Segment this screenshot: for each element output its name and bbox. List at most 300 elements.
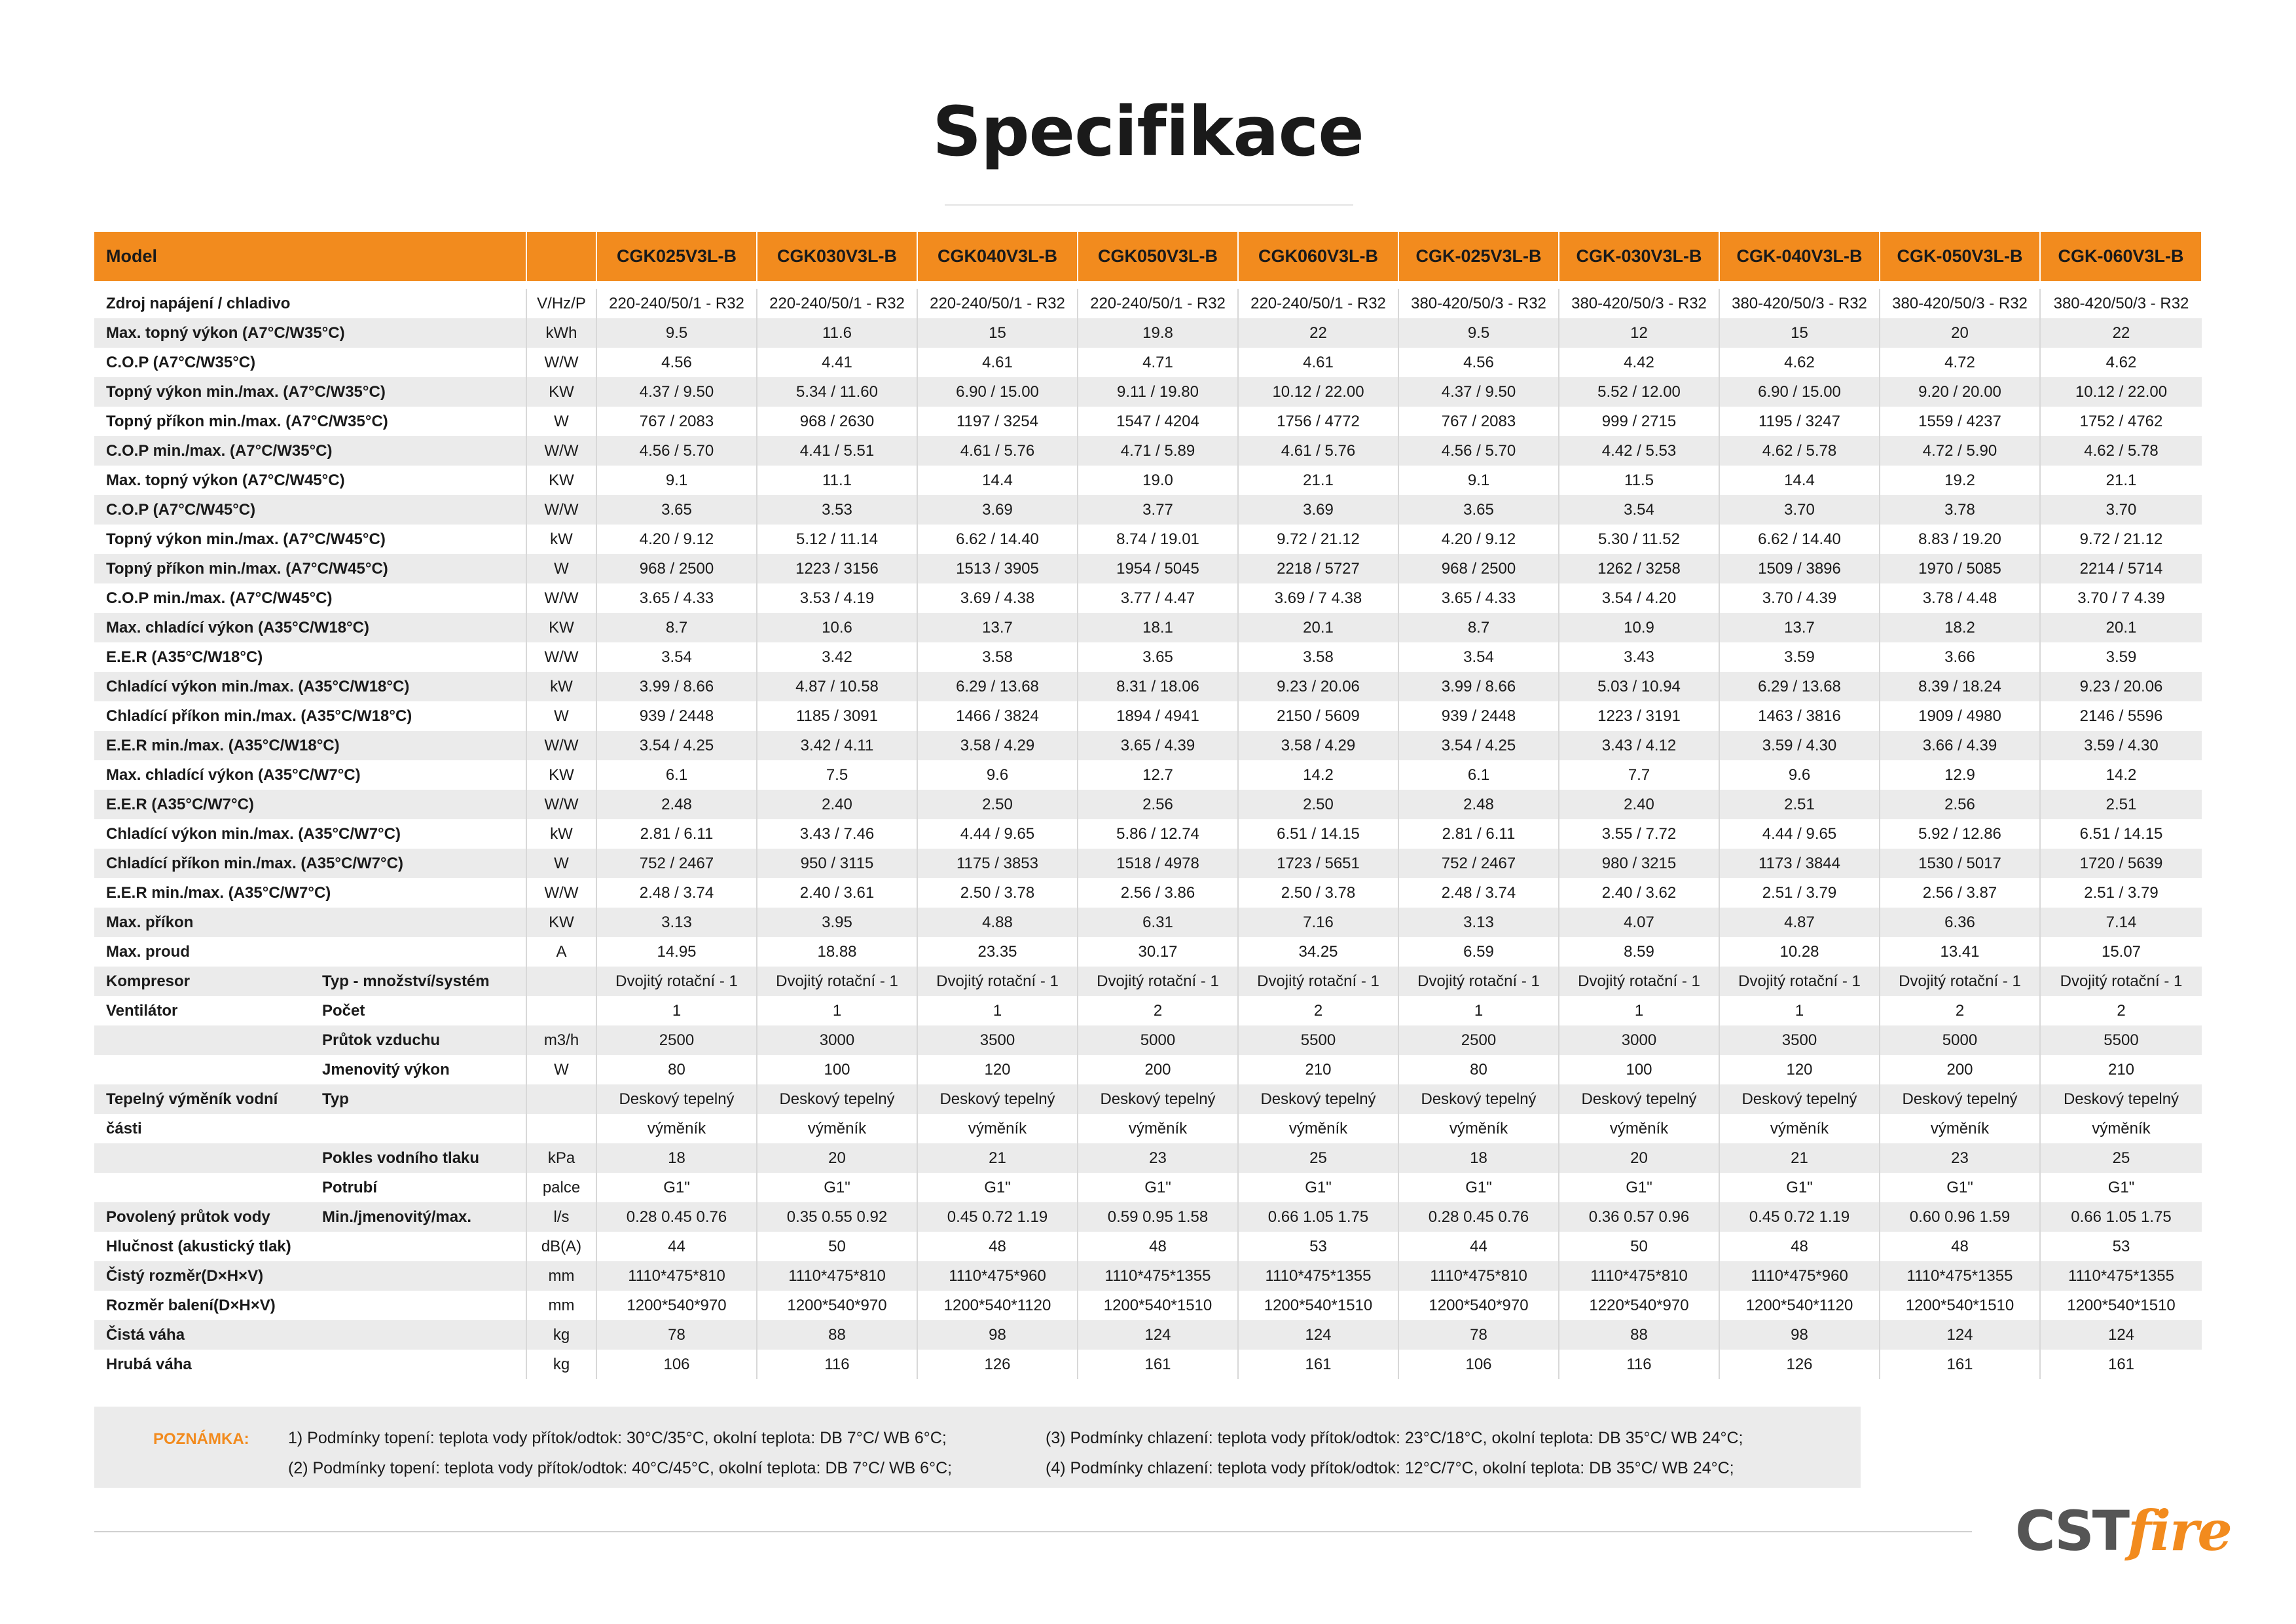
row-unit: W/W: [526, 583, 596, 613]
table-row: [94, 967, 2202, 996]
row-value: 3.54: [1559, 495, 1719, 525]
row-value: Dvojitý rotační - 1: [596, 967, 757, 996]
row-value: 19.2: [1880, 466, 2040, 495]
row-value: výměník: [1398, 1114, 1559, 1143]
table-row: [94, 1114, 2202, 1143]
row-value: 3.43: [1559, 642, 1719, 672]
row-label: Chladící příkon min./max. (A35°C/W7°C): [94, 849, 526, 878]
row-value: 80: [1398, 1055, 1559, 1084]
note-box: [94, 1407, 1861, 1488]
table-row: [94, 937, 2202, 967]
row-value: 18.88: [757, 937, 917, 967]
row-value: 2146 / 5596: [2079, 707, 2163, 725]
row-unit: palce: [526, 1173, 596, 1202]
row-value: 1: [1719, 996, 1880, 1025]
header-model-name: CGK-050V3L-B: [1880, 232, 2040, 281]
row-value: 3.65 / 4.39: [1078, 731, 1238, 760]
row-value: 3.65 / 4.33: [596, 583, 757, 613]
row-unit: kW: [526, 672, 596, 701]
row-unit: W: [526, 849, 596, 878]
row-label: Chladící výkon min./max. (A35°C/W18°C): [94, 672, 526, 701]
row-value: G1": [596, 1173, 757, 1202]
row-value: 1559 / 4237: [1880, 407, 2040, 436]
row-label: Max. příkon: [94, 908, 526, 937]
row-label: [94, 1025, 310, 1055]
row-label: Zdroj napájení / chladivo: [106, 294, 291, 312]
row-value: 4.72: [1880, 348, 2040, 377]
row-sublabel: Typ: [310, 1084, 526, 1114]
row-value: 980 / 3215: [1559, 849, 1719, 878]
row-value: 9.5: [1398, 318, 1559, 348]
row-unit: W/W: [526, 790, 596, 819]
row-value: 4.07: [1559, 908, 1719, 937]
row-value: 3.54 / 4.25: [1398, 731, 1559, 760]
table-row: [94, 554, 2202, 583]
row-value: 3.59: [2105, 648, 2137, 666]
row-unit: m3/h: [526, 1025, 596, 1055]
table-row: [94, 407, 2202, 436]
row-value: 4.44 / 9.65: [1719, 819, 1880, 849]
row-value: 4.88: [917, 908, 1078, 937]
spec-table-body: [94, 232, 2202, 1379]
row-value: 6.36: [1880, 908, 2040, 937]
header-model-name: CGK-030V3L-B: [1559, 232, 1719, 281]
row-value: 968 / 2500: [1398, 554, 1559, 583]
row-value: 200: [1880, 1055, 2040, 1084]
row-value: 6.1: [1398, 760, 1559, 790]
row-value: 6.90 / 15.00: [1719, 377, 1880, 407]
row-value: G1": [1238, 1173, 1398, 1202]
row-value: 752 / 2467: [1398, 849, 1559, 878]
table-row: [94, 318, 2202, 348]
row-value: 950 / 3115: [757, 849, 917, 878]
row-value: 161: [1880, 1350, 2040, 1379]
row-value: 21: [917, 1143, 1078, 1173]
row-value: 5.30 / 11.52: [1559, 525, 1719, 554]
table-row: [94, 672, 2202, 701]
row-value: 18.2: [1880, 613, 2040, 642]
row-value: 3.78 / 4.48: [1880, 583, 2040, 613]
row-value: 3.95: [757, 908, 917, 937]
header-model-name: CGK050V3L-B: [1078, 232, 1238, 281]
row-value: 380-420/50/3 - R32: [1559, 289, 1719, 318]
row-value: 1110*475*810: [1559, 1261, 1719, 1291]
row-label: části: [106, 1119, 142, 1137]
row-sublabel: Průtok vzduchu: [310, 1025, 526, 1055]
row-value: 3.55 / 7.72: [1559, 819, 1719, 849]
row-value: 1200*540*1120: [1719, 1291, 1880, 1320]
row-value: 53: [2112, 1237, 2130, 1255]
row-value: 6.29 / 13.68: [917, 672, 1078, 701]
row-value: 3.65 / 4.33: [1398, 583, 1559, 613]
row-value: 116: [1559, 1350, 1719, 1379]
row-value: 20: [757, 1143, 917, 1173]
row-value: 4.42: [1559, 348, 1719, 377]
row-value: 767 / 2083: [1398, 407, 1559, 436]
row-value: 1110*475*810: [1398, 1261, 1559, 1291]
row-value: 9.11 / 19.80: [1078, 377, 1238, 407]
row-value: 4.41: [757, 348, 917, 377]
row-value: 5.03 / 10.94: [1559, 672, 1719, 701]
row-value: 78: [1398, 1320, 1559, 1350]
row-value: 7.5: [757, 760, 917, 790]
row-value: 3.70: [2040, 495, 2202, 525]
row-value: 3.53 / 4.19: [757, 583, 917, 613]
row-label: Topný příkon min./max. (A7°C/W45°C): [94, 554, 526, 583]
row-value: 14.2: [2105, 766, 2137, 784]
row-label: Topný příkon min./max. (A7°C/W35°C): [106, 412, 388, 430]
row-sublabel: Potrubí: [322, 1178, 377, 1196]
row-value: 5.86 / 12.74: [1078, 819, 1238, 849]
row-value: 50: [1559, 1232, 1719, 1261]
table-row: [94, 760, 2202, 790]
row-value: 10.28: [1719, 937, 1880, 967]
row-unit: KW: [526, 760, 596, 790]
row-value: 4.56: [1398, 348, 1559, 377]
row-value: 25: [2040, 1143, 2202, 1173]
row-value: 2: [1238, 996, 1398, 1025]
row-value: 15: [1719, 318, 1880, 348]
row-value: 12.9: [1880, 760, 2040, 790]
row-label: Max. topný výkon (A7°C/W35°C): [94, 318, 526, 348]
row-label: Tepelný výměník vodní: [94, 1084, 310, 1114]
row-value: Dvojitý rotační - 1: [1398, 967, 1559, 996]
row-value: Deskový tepelný: [1880, 1084, 2040, 1114]
row-value: 9.5: [596, 318, 757, 348]
table-row: [94, 1055, 2202, 1084]
row-value: G1": [917, 1173, 1078, 1202]
row-value: 6.90 / 15.00: [917, 377, 1078, 407]
row-value: 15: [917, 318, 1078, 348]
row-value: G1": [1078, 1173, 1238, 1202]
row-label: Povolený průtok vody: [94, 1202, 310, 1232]
row-label: Max. chladící výkon (A35°C/W7°C): [106, 766, 361, 784]
row-value: 220-240/50/1 - R32: [757, 289, 917, 318]
row-value: 21: [1719, 1143, 1880, 1173]
row-value: 4.87 / 10.58: [757, 672, 917, 701]
row-value: 2214 / 5714: [2040, 554, 2202, 583]
row-value: 3.58 / 4.29: [1238, 731, 1398, 760]
row-value: 1518 / 4978: [1078, 849, 1238, 878]
row-value: 3.65: [1078, 642, 1238, 672]
row-value: 3.42: [757, 642, 917, 672]
row-value: 9.20 / 20.00: [1880, 377, 2040, 407]
row-value: 3500: [1719, 1025, 1880, 1055]
row-value: 210: [2107, 1060, 2135, 1079]
row-value: 88: [757, 1320, 917, 1350]
row-value: 210: [1238, 1055, 1398, 1084]
row-value: 380-420/50/3 - R32: [2053, 294, 2189, 312]
row-value: 4.72 / 5.90: [1880, 436, 2040, 466]
row-value: 999 / 2715: [1559, 407, 1719, 436]
row-value: 3000: [1559, 1025, 1719, 1055]
row-unit: [526, 996, 596, 1025]
row-value: 8.39 / 18.24: [1880, 672, 2040, 701]
header-unit-cell: [526, 232, 596, 281]
table-row: [94, 495, 2202, 525]
row-unit: [526, 967, 596, 996]
row-value: 3.54 / 4.20: [1559, 583, 1719, 613]
table-row: [94, 436, 2202, 466]
header-model-name: CGK-025V3L-B: [1398, 232, 1559, 281]
row-unit: W/W: [526, 436, 596, 466]
row-value: 3.58 / 4.29: [917, 731, 1078, 760]
row-value: Deskový tepelný: [2040, 1084, 2202, 1114]
row-label: Max. proud: [106, 942, 191, 961]
row-value: 25: [1238, 1143, 1398, 1173]
header-gap: [94, 281, 2202, 289]
row-value: 1220*540*970: [1559, 1291, 1719, 1320]
table-row: [94, 849, 2202, 878]
row-unit: kW: [526, 525, 596, 554]
row-value: 939 / 2448: [1398, 701, 1559, 731]
row-value: 5.34 / 11.60: [757, 377, 917, 407]
row-value: 9.6: [917, 760, 1078, 790]
row-label: E.E.R min./max. (A35°C/W7°C): [106, 883, 331, 902]
row-value: 8.83 / 19.20: [1880, 525, 2040, 554]
row-value: 9.23 / 20.06: [2040, 672, 2202, 701]
table-row: [94, 583, 2202, 613]
row-value: 0.45 0.72 1.19: [917, 1202, 1078, 1232]
header-model-name: CGK-060V3L-B: [2040, 232, 2202, 281]
row-value: 22: [2040, 318, 2202, 348]
note-item: 1) Podmínky topení: teplota vody přítok/odtok: 30°C/35°C, okolní teplota: DB 7°C/ WB 6°C;: [288, 1429, 947, 1447]
row-value: 5500: [2040, 1025, 2202, 1055]
row-value: 3.13: [596, 908, 757, 937]
row-value: 20: [1559, 1143, 1719, 1173]
row-sublabel: Počet: [322, 1001, 365, 1020]
row-value: 3.66 / 4.39: [1880, 731, 2040, 760]
row-label: Max. chladící výkon (A35°C/W18°C): [94, 613, 526, 642]
row-value: 4.20 / 9.12: [1398, 525, 1559, 554]
table-row: [94, 1320, 2202, 1350]
row-label: Topný výkon min./max. (A7°C/W45°C): [106, 530, 386, 548]
row-value: 11.1: [757, 466, 917, 495]
row-unit: kg: [526, 1320, 596, 1350]
row-value: výměník: [2092, 1119, 2151, 1137]
row-value: 3.70 / 7 4.39: [2077, 589, 2165, 607]
row-value: 2.48 / 3.74: [1398, 878, 1559, 908]
row-value: 12.7: [1078, 760, 1238, 790]
row-value: 2.40 / 3.62: [1559, 878, 1719, 908]
row-label: Ventilátor: [106, 1001, 178, 1020]
row-value: 14.95: [596, 937, 757, 967]
row-value: Dvojitý rotační - 1: [1078, 967, 1238, 996]
row-value: 100: [1559, 1055, 1719, 1084]
row-value: 380-420/50/3 - R32: [1719, 289, 1880, 318]
table-header-row: [94, 232, 2202, 281]
row-value: 1513 / 3905: [917, 554, 1078, 583]
row-value: 2.48: [1398, 790, 1559, 819]
row-value: 1175 / 3853: [917, 849, 1078, 878]
row-value: G1": [757, 1173, 917, 1202]
row-value: Dvojitý rotační - 1: [1559, 967, 1719, 996]
row-value: 3.54: [596, 642, 757, 672]
row-value: 3.58: [917, 642, 1078, 672]
row-value: 9.1: [596, 466, 757, 495]
row-value: 9.72 / 21.12: [1238, 525, 1398, 554]
row-value: 1: [596, 996, 757, 1025]
table-row: [94, 1143, 2202, 1173]
row-label: C.O.P min./max. (A7°C/W35°C): [94, 436, 526, 466]
row-value: 2.40 / 3.61: [757, 878, 917, 908]
row-value: 2.56 / 3.86: [1078, 878, 1238, 908]
row-value: 2150 / 5609: [1238, 701, 1398, 731]
row-value: 124: [1078, 1320, 1238, 1350]
row-value: 10.12 / 22.00: [2040, 377, 2202, 407]
row-value: 1195 / 3247: [1719, 407, 1880, 436]
row-value: 767 / 2083: [596, 407, 757, 436]
row-value: 1110*475*810: [596, 1261, 757, 1291]
row-value: 1262 / 3258: [1559, 554, 1719, 583]
row-value: Deskový tepelný: [1238, 1084, 1398, 1114]
row-value: 106: [596, 1350, 757, 1379]
row-unit: W/W: [526, 348, 596, 377]
row-value: 78: [596, 1320, 757, 1350]
row-value: výměník: [1719, 1114, 1880, 1143]
row-value: Dvojitý rotační - 1: [917, 967, 1078, 996]
row-value: 3.65: [1398, 495, 1559, 525]
row-value: Dvojitý rotační - 1: [1238, 967, 1398, 996]
row-value: 9.23 / 20.06: [1238, 672, 1398, 701]
row-value: 3.65: [596, 495, 757, 525]
row-value: 2.50 / 3.78: [1238, 878, 1398, 908]
row-value: G1": [1880, 1173, 2040, 1202]
row-value: 4.61: [1238, 348, 1398, 377]
row-value: G1": [1398, 1173, 1559, 1202]
row-value: 220-240/50/1 - R32: [1078, 289, 1238, 318]
row-value: Deskový tepelný: [596, 1084, 757, 1114]
row-value: 4.56 / 5.70: [596, 436, 757, 466]
row-value: 4.87: [1719, 908, 1880, 937]
row-value: 3.54 / 4.25: [596, 731, 757, 760]
row-value: 3.70 / 4.39: [1719, 583, 1880, 613]
row-value: 4.42 / 5.53: [1559, 436, 1719, 466]
row-label: Chladící výkon min./max. (A35°C/W7°C): [106, 824, 401, 843]
row-value: 2: [2117, 1001, 2126, 1020]
row-value: 9.1: [1398, 466, 1559, 495]
row-value: 968 / 2500: [596, 554, 757, 583]
row-value: 4.37 / 9.50: [1398, 377, 1559, 407]
row-value: Deskový tepelný: [1078, 1084, 1238, 1114]
row-value: 3.13: [1398, 908, 1559, 937]
row-value: G1": [1559, 1173, 1719, 1202]
row-label: Čistý rozměr(D×H×V): [94, 1261, 526, 1291]
row-value: 15.07: [2101, 942, 2141, 961]
row-value: Dvojitý rotační - 1: [2040, 967, 2202, 996]
row-value: 0.28 0.45 0.76: [1398, 1202, 1559, 1232]
header-model-name: CGK040V3L-B: [917, 232, 1078, 281]
row-value: 80: [596, 1055, 757, 1084]
row-value: 124: [2040, 1320, 2202, 1350]
row-value: 1110*475*1355: [1078, 1261, 1238, 1291]
row-value: 1: [757, 996, 917, 1025]
table-row: [94, 1202, 2202, 1232]
row-value: Deskový tepelný: [917, 1084, 1078, 1114]
table-row: [94, 701, 2202, 731]
row-value: 6.62 / 14.40: [917, 525, 1078, 554]
row-unit: V/Hz/P: [526, 289, 596, 318]
row-label: [94, 1143, 310, 1173]
row-label: E.E.R (A35°C/W7°C): [94, 790, 526, 819]
row-unit: kg: [526, 1350, 596, 1379]
row-value: výměník: [596, 1114, 757, 1143]
row-value: Dvojitý rotační - 1: [1880, 967, 2040, 996]
header-model-name: CGK025V3L-B: [596, 232, 757, 281]
row-value: 2.51: [2040, 790, 2202, 819]
row-unit: [526, 1114, 596, 1143]
row-value: 11.5: [1559, 466, 1719, 495]
row-value: 3.77 / 4.47: [1078, 583, 1238, 613]
row-value: 1: [1398, 996, 1559, 1025]
row-value: 968 / 2630: [757, 407, 917, 436]
row-value: 50: [757, 1232, 917, 1261]
row-unit: mm: [526, 1291, 596, 1320]
table-row: [94, 819, 2202, 849]
row-value: 13.7: [917, 613, 1078, 642]
row-value: 1: [917, 996, 1078, 1025]
row-value: 4.62: [1719, 348, 1880, 377]
row-value: 4.56 / 5.70: [1398, 436, 1559, 466]
row-value: 1200*540*970: [757, 1291, 917, 1320]
row-value: 4.61: [917, 348, 1078, 377]
table-row: [94, 613, 2202, 642]
table-row: [94, 1350, 2202, 1379]
row-value: 106: [1398, 1350, 1559, 1379]
row-value: 6.1: [596, 760, 757, 790]
row-value: 30.17: [1078, 937, 1238, 967]
row-value: 1: [1559, 996, 1719, 1025]
row-label: Hrubá váha: [106, 1355, 192, 1373]
row-value: 1110*475*1355: [1238, 1261, 1398, 1291]
row-value: 4.61 / 5.76: [1238, 436, 1398, 466]
row-value: 3.59: [1719, 642, 1880, 672]
row-value: 44: [1398, 1232, 1559, 1261]
row-value: 10.6: [757, 613, 917, 642]
row-label: Chladící příkon min./max. (A35°C/W18°C): [106, 707, 412, 725]
row-value: 1173 / 3844: [1719, 849, 1880, 878]
row-value: 1466 / 3824: [917, 701, 1078, 731]
row-value: 3500: [917, 1025, 1078, 1055]
row-value: 4.41 / 5.51: [757, 436, 917, 466]
row-value: 23: [1880, 1143, 2040, 1173]
row-value: 3.69: [917, 495, 1078, 525]
row-value: 200: [1078, 1055, 1238, 1084]
row-value: 2.56 / 3.87: [1880, 878, 2040, 908]
row-value: 2.51 / 3.79: [2084, 883, 2159, 902]
row-value: 18.1: [1078, 613, 1238, 642]
row-label: Topný výkon min./max. (A7°C/W35°C): [94, 377, 526, 407]
note-item: (4) Podmínky chlazení: teplota vody přítok/odtok: 12°C/7°C, okolní teplota: DB 35°C/ WB 24°C;: [1046, 1459, 1734, 1477]
row-value: 4.44 / 9.65: [917, 819, 1078, 849]
row-value: 6.29 / 13.68: [1719, 672, 1880, 701]
row-unit: W/W: [526, 642, 596, 672]
row-value: 4.62: [2105, 353, 2137, 371]
row-label: Hlučnost (akustický tlak): [106, 1237, 291, 1255]
table-row: [94, 1232, 2202, 1261]
table-row: [94, 1025, 2202, 1055]
row-value: Deskový tepelný: [1398, 1084, 1559, 1114]
row-sublabel: Pokles vodního tlaku: [310, 1143, 526, 1173]
row-value: 3.53: [757, 495, 917, 525]
row-unit: l/s: [526, 1202, 596, 1232]
page-title: Specifikace: [932, 92, 1364, 172]
row-value: 1723 / 5651: [1238, 849, 1398, 878]
row-label: C.O.P min./max. (A7°C/W45°C): [106, 589, 333, 607]
row-value: 20.1: [2040, 613, 2202, 642]
row-value: 1200*540*970: [1398, 1291, 1559, 1320]
row-value: 3.69: [1238, 495, 1398, 525]
